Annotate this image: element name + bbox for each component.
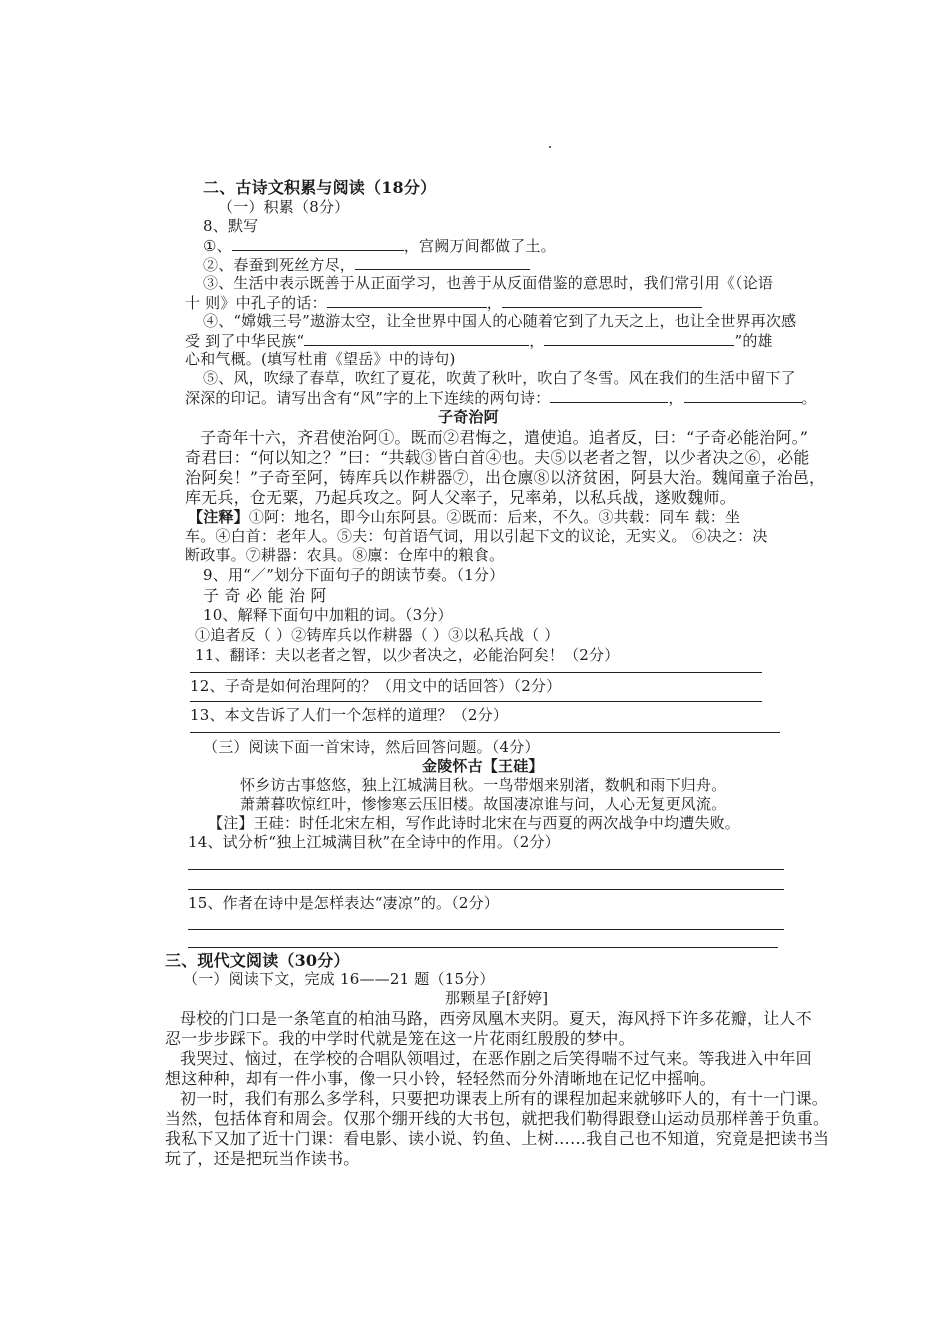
part-1-modern-title: （一）阅读下文，完成 16——21 题（15分）: [183, 970, 495, 988]
q11-label: 11、翻译：夫以老者之智，以少者决之，必能治阿矣！（2分）: [195, 646, 620, 664]
poem-line: 怀乡访古事悠悠，独上江城满目秋。一鸟带烟来别渚，数帆和雨下归舟。: [240, 776, 727, 794]
q8-label: 8、默写: [203, 217, 259, 235]
q8-5-line1: ⑤、风，吹绿了春草，吹红了夏花，吹黄了秋叶，吹白了冬雪。风在我们的生活中留下了: [203, 369, 796, 387]
essay-line: 当然，包括体育和周会。仅那个绷开线的大书包，就把我们勒得跟登山运动员那样善于负重。: [165, 1109, 830, 1128]
answer-blank[interactable]: [355, 255, 530, 270]
essay-line: 想这种种，却有一件小事，像一只小铃，轻轻然而分外清晰地在记忆中摇响。: [165, 1069, 716, 1088]
q9-sentence: 子 奇 必 能 治 阿: [203, 586, 327, 605]
poem-line: 萧萧暮吹惊红叶，惨惨寒云压旧楼。故国凄凉谁与问，人心无复更风流。: [240, 795, 727, 813]
essay-line: 母校的门口是一条笔直的柏油马路，西旁凤凰木夹阴。夏天，海风捋下许多花瓣，让人不: [180, 1009, 812, 1028]
poem-note: 【注】王硅：时任北宋左相，写作此诗时北宋在与西夏的两次战争中均遭失败。: [208, 814, 741, 832]
answer-blank[interactable]: [502, 293, 702, 308]
answer-line[interactable]: [190, 732, 780, 733]
q10-label: 10、解释下面句中加粗的词。（3分）: [203, 606, 453, 624]
scan-speck: [549, 146, 551, 148]
answer-line[interactable]: [188, 929, 784, 930]
passage-line: 库无兵，仓无粟，乃起兵攻之。阿人父率子，兄率弟，以私兵战，遂败魏师。: [185, 488, 736, 507]
answer-line[interactable]: [190, 672, 762, 673]
essay-line: 忍一步步踩下。我的中学时代就是笼在这一片花雨红殷殷的梦中。: [165, 1029, 635, 1048]
q8-4-line2: 受 到了中华民族“ ， ”的雄: [185, 332, 773, 350]
answer-blank[interactable]: [327, 293, 487, 308]
essay-line: 我私下又加了近十门课：看电影、读小说、钓鱼、上树……我自己也不知道，究竟是把读书当: [165, 1129, 830, 1148]
q8-5-line2: 深深的印记。请写出含有“风”字的上下连续的两句诗： ， 。: [185, 389, 817, 407]
answer-line[interactable]: [188, 889, 784, 890]
essay-line: 我哭过、恼过，在学校的合唱队领唱过，在恶作剧之后笑得喘不过气来。等我进入中年回: [180, 1049, 812, 1068]
q10-items: ①追者反（ ）②铸库兵以作耕器（ ）③以私兵战（ ）: [195, 626, 560, 644]
answer-blank[interactable]: [550, 388, 668, 403]
poem-title: 金陵怀古【王硅】: [422, 757, 544, 775]
q12-label: 12、子奇是如何治理阿的？（用文中的话回答）（2分）: [190, 677, 562, 695]
answer-line[interactable]: [188, 947, 778, 948]
notes-line: 【注释】①阿：地名，即今山东阿县。②既而：后来，不久。③共载：同车 载：坐: [188, 508, 741, 526]
q8-4-line3: 心和气概。(填写杜甫《望岳》中的诗句): [185, 350, 456, 368]
answer-line[interactable]: [188, 869, 784, 870]
part-3-title: （三）阅读下面一首宋诗，然后回答问题。（4分）: [203, 738, 540, 756]
answer-blank[interactable]: [232, 236, 404, 251]
q8-1: ①、 ，宫阙万间都做了土。: [203, 237, 556, 255]
answer-line[interactable]: [190, 701, 762, 702]
q8-2: ②、春蚕到死丝方尽，: [203, 255, 530, 275]
q8-3-line1: ③、生活中表示既善于从正面学习，也善于从反面借鉴的意思时，我们常引用《（论语: [203, 274, 774, 292]
essay-title: 那颗星子[舒婷]: [445, 989, 549, 1007]
notes-line: 车。④白首：老年人。⑤夫：句首语气词，用以引起下文的议论，无实义。 ⑥决之：决: [185, 527, 768, 545]
q14-label: 14、试分析“独上江城满目秋”在全诗中的作用。（2分）: [188, 833, 560, 851]
q8-3-line2: 十 则》中孔子的话： ，: [185, 293, 702, 313]
q13-label: 13、本文告诉了人们一个怎样的道理？（2分）: [190, 706, 509, 724]
passage-line: 治阿矣！”子奇至阿，铸库兵以作耕器⑦，出仓廪⑧以济贫困，阿县大治。魏闻童子治邑，: [185, 468, 826, 487]
essay-line: 初一时，我们有那么多学科，只要把功课表上所有的课程加起来就够吓人的，有十一门课。: [180, 1089, 829, 1108]
section-2-title: 二、古诗文积累与阅读（18分）: [203, 178, 437, 197]
passage-line: 奇君曰：“何以知之？”曰：“共载③皆白首④也。夫⑤以老者之智，以少者决之⑥，必能: [185, 448, 810, 467]
q9-label: 9、用“／”划分下面句子的朗读节奏。（1分）: [203, 566, 505, 584]
section-3-title: 三、现代文阅读（30分）: [165, 951, 350, 970]
notes-line: 断政事。⑦耕器：农具。⑧廪：仓库中的粮食。: [185, 546, 505, 564]
q8-4-line1: ④、“嫦娥三号”遨游太空，让全世界中国人的心随着它到了九天之上，也让全世界再次感: [203, 312, 797, 330]
passage-title: 子奇治阿: [438, 408, 499, 426]
essay-line: 玩了，还是把玩当作读书。: [165, 1149, 360, 1168]
answer-blank[interactable]: [684, 388, 802, 403]
q15-label: 15、作者在诗中是怎样表达“凄凉”的。（2分）: [188, 894, 500, 912]
answer-blank[interactable]: [544, 331, 734, 346]
answer-blank[interactable]: [304, 331, 529, 346]
passage-line: 子奇年十六，齐君使治阿①。既而②君悔之，遣使追。追者反，曰：“子奇必能治阿。”: [200, 428, 809, 447]
part-1-title: （一）积累（8分）: [218, 198, 350, 216]
